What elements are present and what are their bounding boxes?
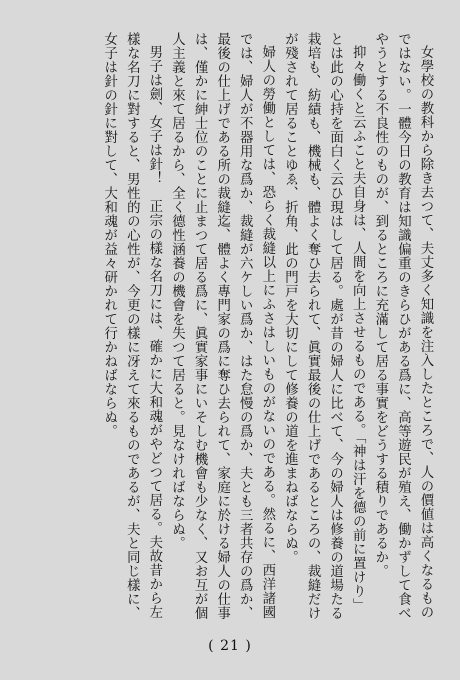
- paragraph-3: 婦人の勞働としては、恐らく裁縫以上にふさはしいものがないのである。然るに、西洋諸國では、婦人が不器用な爲か、裁縫が六ケしい爲か、はた怠慢の爲か、夫とも三者共存の爲か、最後の仕上げである所の裁縫迄、體よく專門家の爲に奪ひ去られて、家庭に於ける婦人の仕事は、僅かに紳士位のことに止まつて居る爲に、眞實家事にいそしむ機會も少なく、又お互が個人主義と來て居るから、全く德性涵養の機會を失つて居ると。見なければならぬ。: [169, 32, 275, 620]
- paragraph-2: 抑々働くと云ふこと夫自身は、人間を向上させるものである。「神は汗を德の前に置けり」とは此の心持を面白く云ひ現はして居る。處が昔の婦人に比べて、今の婦人は修養の道場たる栽培も、紡績も、機械も、體よく奪ひ去られて、眞實最後の仕上げであるところの、裁縫だけが殘されて居ることゆゑ、折角、此の門戸を大切にして修養の道を進まねばならぬ。: [282, 32, 366, 620]
- page-number: ( 21 ): [208, 638, 252, 654]
- vertical-text-body: [24, 32, 436, 622]
- paragraph-1: 女學校の教科から除き去つて、夫丈多く知識を注入したところで、人の價値は高くなるものではない。一體今日の教育は知識偏重のきらひがある爲に、高等遊民が殖え、働かずして食べやうとする不良性のものが、到るところに充滿して居る事實をどうする積りであるか。: [372, 32, 433, 620]
- paragraph-4: 男子は劍、女子は針！ 正宗の樣な名刀には、確かに大和魂がやどつて居る。夫故昔から左樣な名刀に對すると、男性的の心性が、今更の樣に冴えて來るものであるが、夫と同じ樣に、女子は針の針に對して、大和魂が益々研かれて行かねばならぬ。: [101, 32, 162, 620]
